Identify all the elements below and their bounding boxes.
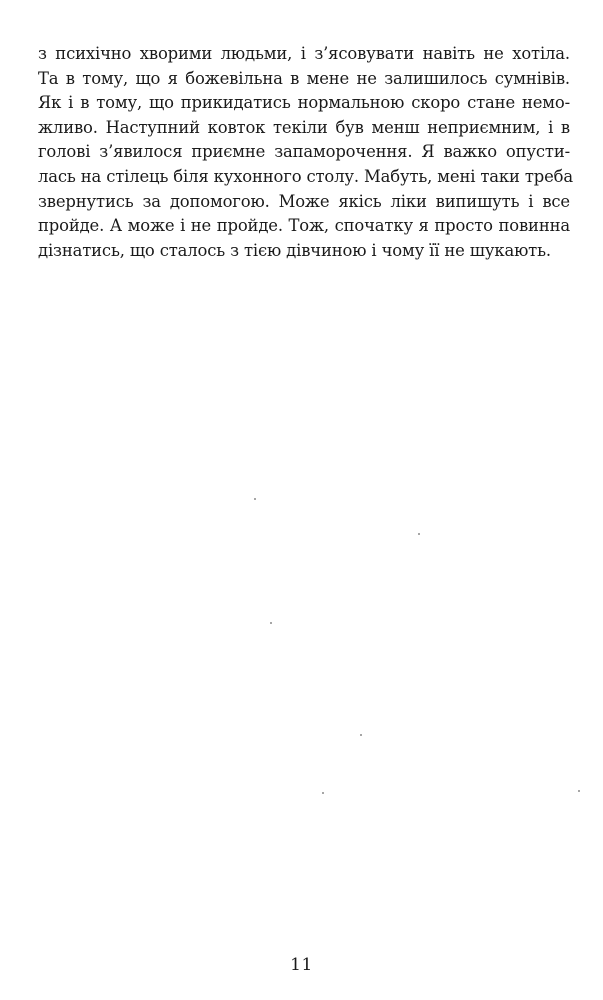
page-number: 11 xyxy=(290,955,313,975)
text-line: жливо. Наступний ковток текіли був менш неприємним, і в xyxy=(38,117,570,137)
scan-speck xyxy=(418,533,420,535)
scan-speck xyxy=(322,792,324,794)
text-line: голові з’явилося приємне запаморочення. Я важко опусти- xyxy=(38,142,570,162)
scan-speck xyxy=(578,790,580,792)
scan-speck xyxy=(360,734,362,736)
page-body-text xyxy=(38,42,573,263)
text-line: звернутись за допомогою. Може якісь ліки випишуть і все xyxy=(38,191,570,211)
text-line: лась на стілець біля кухонного столу. Мабуть, мені таки треба xyxy=(38,166,573,186)
text-line: пройде. А може і не пройде. Тож, спочатку я просто повинна xyxy=(38,216,570,236)
text-line: з психічно хворими людьми, і з’ясовувати навіть не хотіла. xyxy=(38,44,570,63)
text-line: Як і в тому, що прикидатись нормальною скоро стане немо- xyxy=(38,93,570,113)
text-line: дізнатись, що сталось з тією дівчиною і чому її не шукають. xyxy=(38,240,551,260)
scan-speck xyxy=(270,622,272,624)
text-line: Та в тому, що я божевільна в мене не залишилось сумнівів. xyxy=(38,68,570,88)
scan-speck xyxy=(254,498,256,500)
